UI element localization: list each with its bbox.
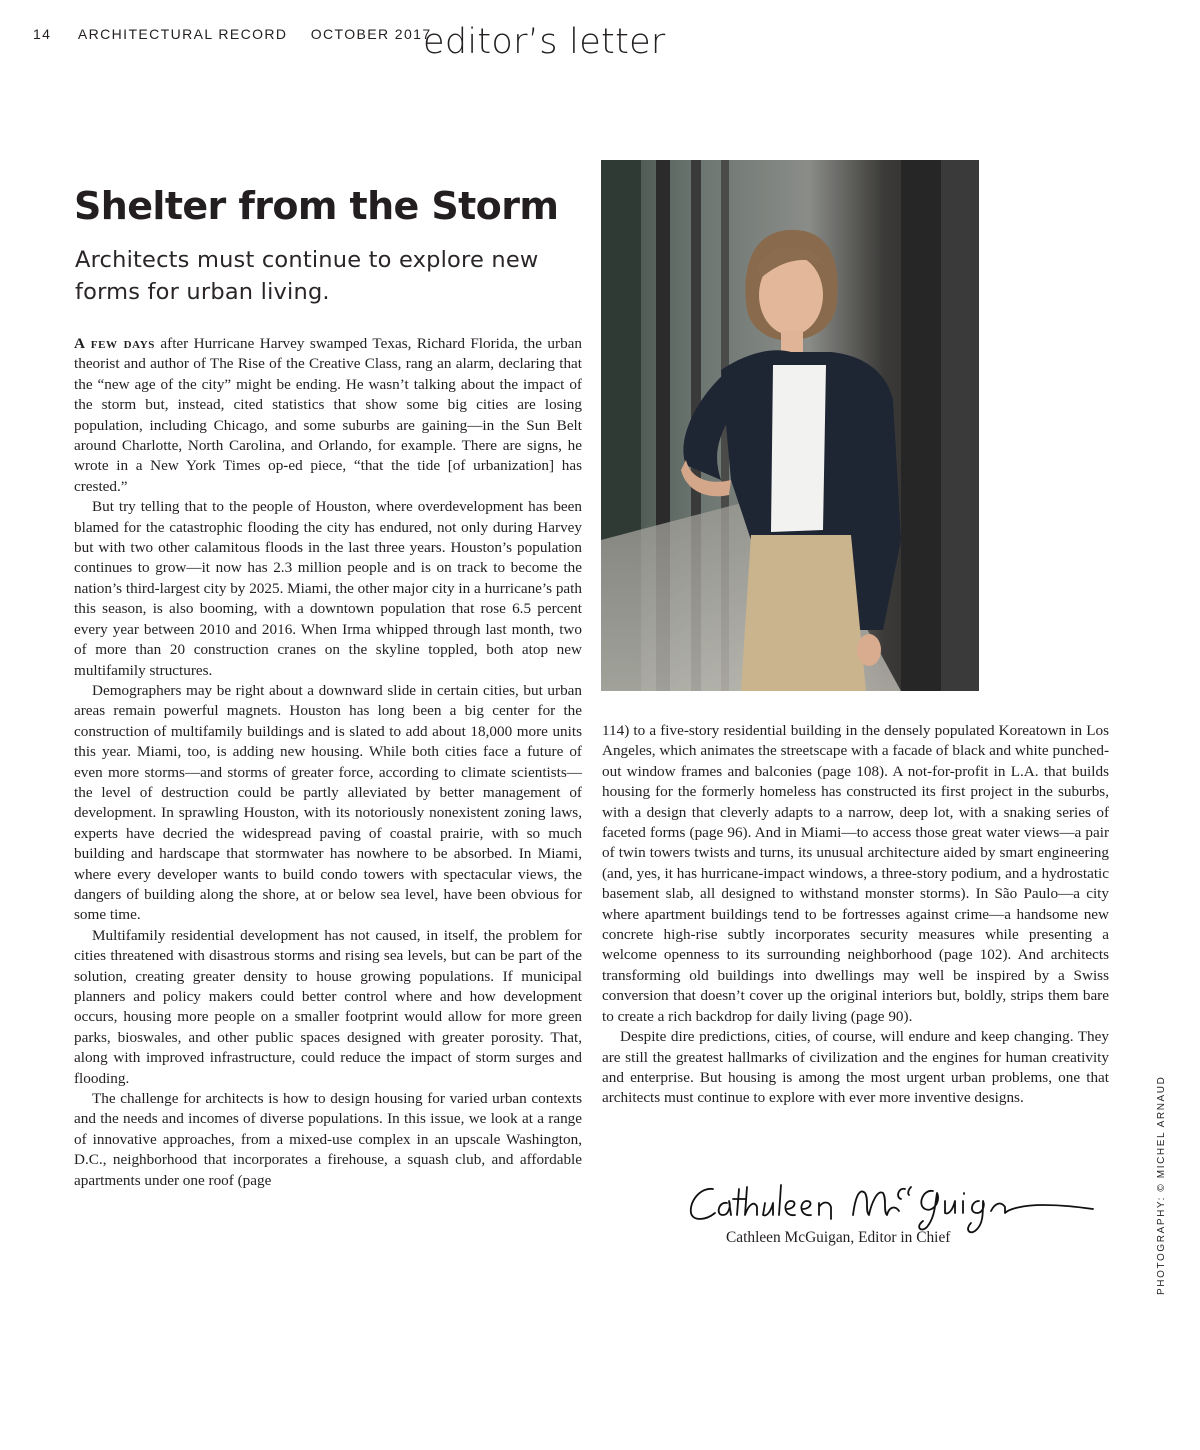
body-paragraph: The challenge for architects is how to design housing for varied urban contexts and the needs and incomes of diverse populations. In this issue, we look at a range of innovative approaches, from a mixed-use complex in an upscale Washington, D.C., neighborhood that incorporates a firehouse, a squash club, and affordable apartments under one roof (page xyxy=(74,1090,582,1189)
magazine-name: ARCHITECTURAL RECORD xyxy=(77,26,288,42)
body-paragraph xyxy=(74,334,582,497)
body-paragraph: But try telling that to the people of Houston, where overdevelopment has been blamed for the catastrophic flooding the city has endured, not only during Harvey but with two other calamitous floods in the last three years. Houston’s population continues to grow—it now has 2.3 million people and is on track to become the nation’s third-largest city by 2025. Miami, the other major city in a hurricane’s path this season, is also booming, with a downtown population that rose 6.5 percent every year between 2010 and 2016. When Irma whipped through last month, two of more than 20 construction cranes on the skyline toppled, both atop new multifamily structures. xyxy=(74,498,582,679)
body-column-right xyxy=(602,721,1109,1109)
body-paragraph: Multifamily residential development has not caused, in itself, the problem for cities threatened with disastrous storms and rising sea levels, but can be part of the solution, creating greater density to house growing populations. If municipal planners and policy makers could better control where and how development occurs, housing more people on a smaller footprint would allow for more green parks, bioswales, and other public spaces designed with greater porosity. That, along with improved infrastructure, could reduce the impact of storm surges and flooding. xyxy=(74,926,582,1087)
body-column-left xyxy=(74,334,582,1191)
page-number: 14 xyxy=(33,26,52,42)
paragraph-text: after Hurricane Harvey swamped Texas, Richard Florida, the urban theorist and author of The Rise of the Creative Class, rang an alarm, declaring that the “new age of the city” might be ending. He wasn’t talking about the impact of the storm but, instead, cited statistics that show some big cities are losing population, including Chicago, and some suburbs are gaining—in the Sun Belt around Charlotte, North Carolina, and Orlando, for example. There are signs, he wrote in a New York Times op-ed piece, “that the tide [of urbanization] has crested.” xyxy=(74,335,582,495)
article-deck: Architects must continue to explore new forms for urban living. xyxy=(75,247,539,305)
body-paragraph: Despite dire predictions, cities, of course, will endure and keep changing. They are still the greatest hallmarks of civilization and the engines for human creativity and enterprise. But housing is among the most urgent urban problems, one that architects must continue to explore with ever more inventive designs. xyxy=(602,1028,1109,1107)
editor-portrait-photo xyxy=(601,160,979,691)
section-label: editor’s letter xyxy=(423,22,666,62)
page-folio xyxy=(33,26,432,42)
handwritten-signature xyxy=(683,1175,1103,1235)
photo-credit: PHOTOGRAPHY: © MICHEL ARNAUD xyxy=(1156,1075,1167,1295)
issue-date: OCTOBER 2017 xyxy=(310,26,432,42)
signature-caption: Cathleen McGuigan, Editor in Chief xyxy=(726,1229,951,1246)
lead-in: A few days xyxy=(74,335,155,352)
article-title: Shelter from the Storm xyxy=(74,184,559,228)
body-paragraph: Demographers may be right about a downward slide in certain cities, but urban areas remain powerful magnets. Houston has long been a big center for the construction of multifamily buildings and is slated to add about 18,000 more units this year. Miami, too, is adding new housing. While both cities face a future of even more storms—and storms of greater force, according to climate scientists—the level of destruction could be partly alleviated by better management of development. In sprawling Houston, with its notoriously nonexistent zoning laws, experts have decried the widespread paving of coastal prairie, with so much building and hardscape that stormwater has nowhere to be absorbed. In Miami, where every developer wants to build condo towers with spectacular views, the dangers of building along the shore, at or below sea level, have been obvious for some time. xyxy=(74,681,582,924)
body-paragraph: 114) to a five-story residential building in the densely populated Koreatown in Los Angeles, which animates the streetscape with a facade of black and white punched-out window frames and balconies (page 108). A not-for-profit in L.A. that builds housing for the formerly homeless has constructed its first project in the suburbs, with a design that cleverly adapts to a narrow, deep lot, with a snaking series of faceted forms (page 96). And in Miami—to access those great water views—a pair of twin towers twists and turns, its unusual architecture aided by smart engineering (and, yes, it has hurricane-impact windows, a three-story podium, and a hydrostatic basement slab, all designed to withstand monster storms). In São Paulo—a city where apartment buildings tend to be fortresses against crime—a handsome new concrete high-rise subtly incorporates security measures while presenting a welcome openness to its surrounding neighborhood (page 102). And architects transforming old buildings into dwellings may well be inspired by a Swiss conversion that doesn’t cover up the original interiors but, boldly, strips them bare to create a rich backdrop for daily living (page 90). xyxy=(602,722,1109,1025)
